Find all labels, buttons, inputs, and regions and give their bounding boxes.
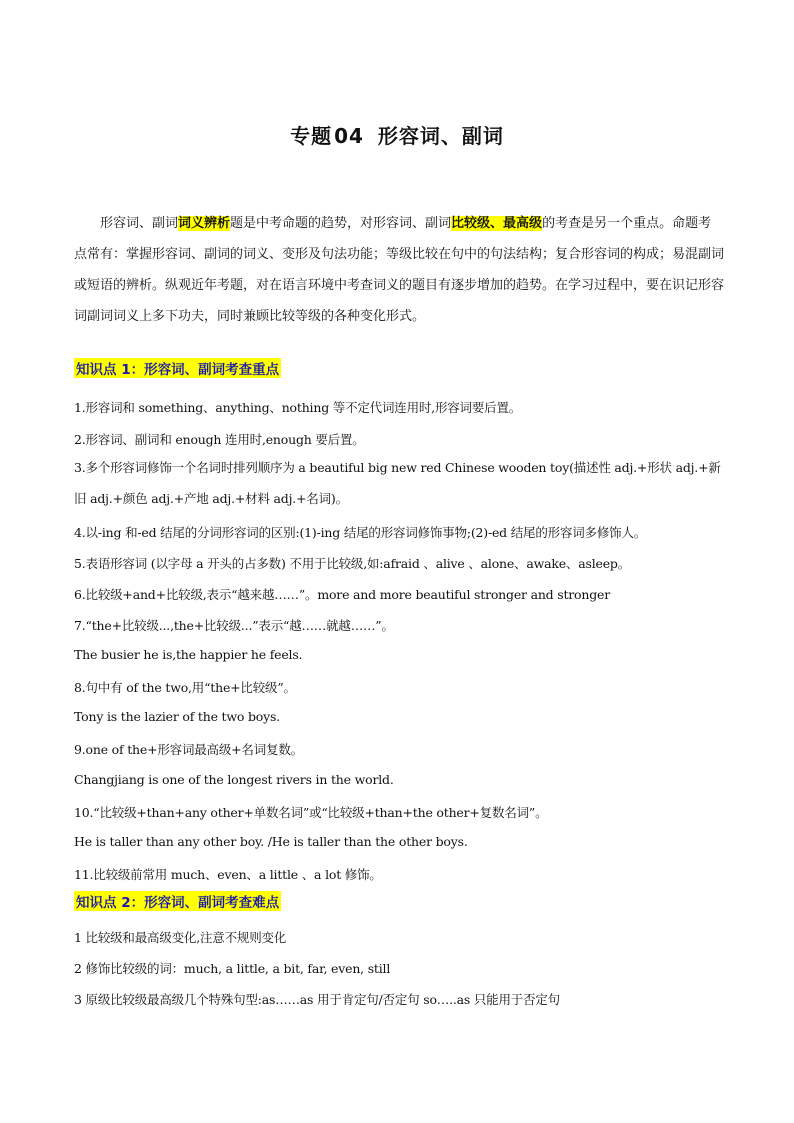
list-item: 10.“比较级+than+any other+单数名词”或“比较级+than+the other+复数名词”。 — [74, 805, 548, 820]
list-item: 3 原级比较级最高级几个特殊句型:as……as 用于肯定句/否定句 so…..as 只能用于否定句 — [74, 992, 560, 1007]
list-item: 11.比较级前常用 much、even、a little 、a lot 修饰。 — [74, 867, 382, 882]
highlight-word-meaning: 词义辨析 — [178, 216, 231, 231]
intro-text-1: 形容词、副词 — [100, 216, 179, 231]
list-item: 3.多个形容词修饰一个名词时排列顺序为 a beautiful big new red Chinese wooden toy(描述性 adj.+形状 adj.+新旧 adj.+颜色 adj.+产地 adj.+材料 adj.+名词)。 — [74, 460, 721, 506]
list-item: 2.形容词、副词和 enough 连用时,enough 要后置。 — [74, 432, 365, 447]
example-sentence: Changjiang is one of the longest rivers in the world. — [74, 772, 394, 787]
list-item: 7.“the+比较级...,the+比较级...”表示“越……就越……”。 — [74, 618, 394, 633]
title-number: 04 — [334, 124, 364, 148]
list-item: 5.表语形容词 (以字母 a 开头的占多数) 不用于比较级,如:afraid 、alive 、alone、awake、asleep。 — [74, 556, 631, 571]
page-title — [0, 120, 794, 149]
example-sentence: The busier he is,the happier he feels. — [74, 647, 303, 662]
list-item: 1 比较级和最高级变化,注意不规则变化 — [74, 930, 287, 945]
list-item: 9.one of the+形容词最高级+名词复数。 — [74, 742, 303, 757]
list-item: 4.以-ing 和-ed 结尾的分词形容词的区别:(1)-ing 结尾的形容词修饰事物;(2)-ed 结尾的形容词多修饰人。 — [74, 525, 647, 540]
section1-heading: 知识点 1：形容词、副词考查重点 — [74, 358, 281, 378]
example-sentence: He is taller than any other boy. /He is taller than the other boys. — [74, 834, 468, 849]
list-item: 1.形容词和 something、anything、nothing 等不定代词连用时,形容词要后置。 — [74, 400, 522, 415]
highlight-comparative: 比较级、最高级 — [451, 216, 543, 231]
section2-heading: 知识点 2：形容词、副词考查难点 — [74, 891, 281, 911]
example-sentence: Tony is the lazier of the two boys. — [74, 709, 280, 724]
intro-text-2: 题是中考命题的趋势，对形容词、副词 — [230, 216, 452, 231]
list-item: 6.比较级+and+比较级,表示“越来越……”。more and more beautiful stronger and stronger — [74, 587, 611, 602]
title-text: 形容词、副词 — [377, 124, 504, 148]
list-item: 2 修饰比较级的词：much, a little, a bit, far, even, still — [74, 961, 391, 976]
list-item: 8.句中有 of the two,用“the+比较级”。 — [74, 680, 296, 695]
title-prefix: 专题 — [290, 124, 333, 148]
intro-paragraph — [74, 208, 724, 332]
intro-text-3: 的考查是另一个重点。命题考点常有：掌握形容词、副词的词义、变形及句法功能；等级比较在句中的句法结构；复合形容词的构成；易混副词或短语的辨析。纵观近年考题，对在语言环境中考查词义的题目有逐步增加的趋势。在学习过程中，要在识记形容词副词词义上多下功夫，同时兼顾比较等级的各种变化形式。 — [74, 216, 725, 324]
